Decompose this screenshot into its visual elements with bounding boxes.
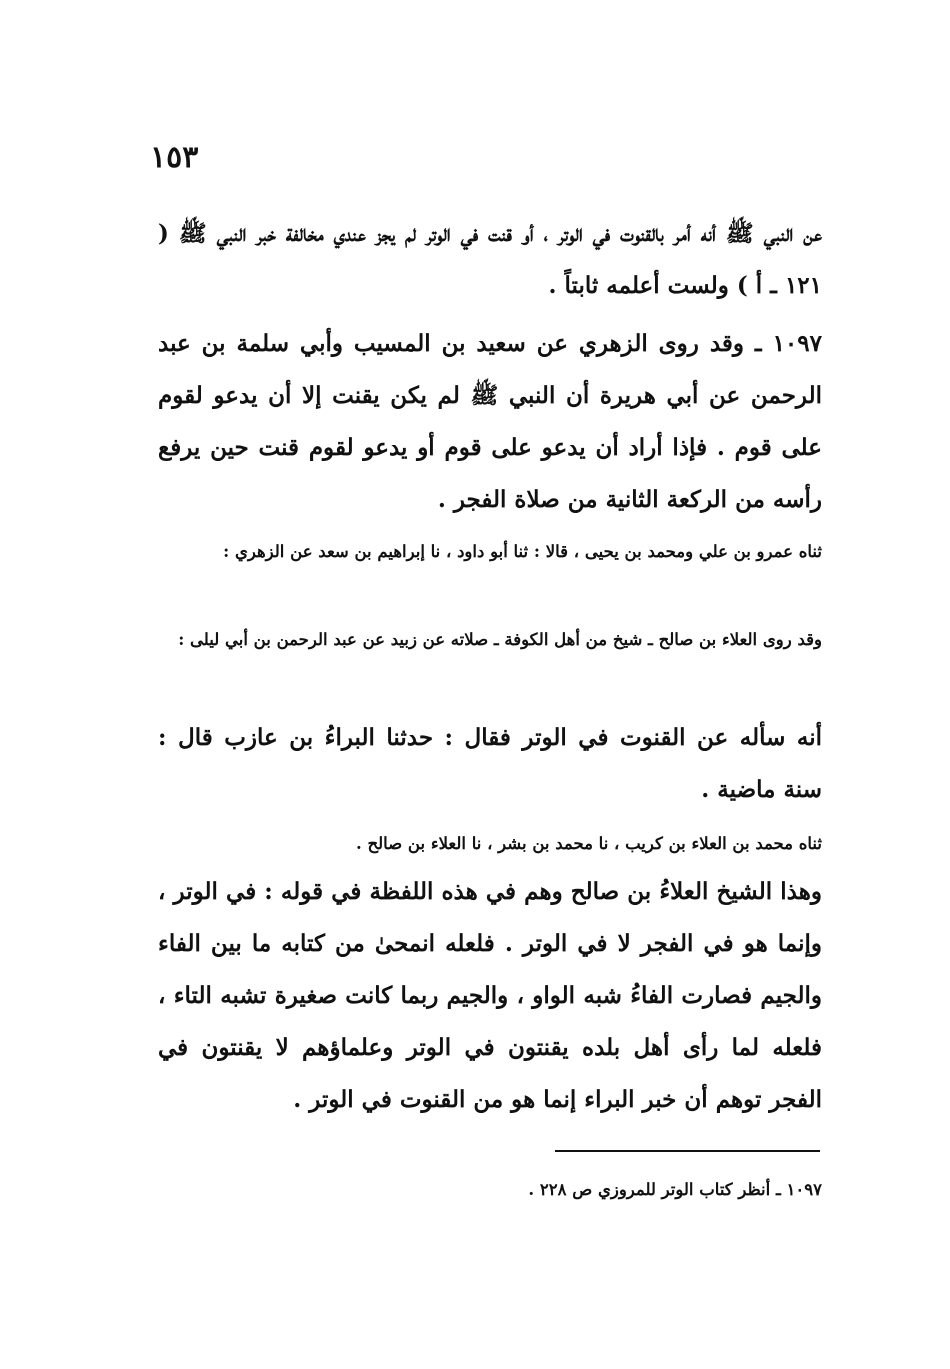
paragraph-bara-narration: أنه سأله عن القنوت في الوتر فقال : حدثنا البراءُ بن عازب قال : سنة ماضية . — [158, 724, 822, 803]
isnad-paragraph-1: ثناه عمرو بن علي ومحمد بن يحيى ، قالا : ثنا أبو داود ، نا إبراهيم بن سعد عن الزهري : — [223, 542, 822, 561]
paragraph-commentary: وهذا الشيخ العلاءُ بن صالح وهم في هذه اللفظة في قوله : في الوتر ، وإنما هو في الفجر لا في الوتر . فلعله انمحىٰ من كتابه ما بين الفاء والجيم فصارت الفاءُ شبه الواو ، والجيم ربما كانت صغيرة تشبه التاء ، فلعله لما رأى أهل بلده يقنتون في الوتر وعلماؤهم لا يقنتون في الفجر توهم أن خبر البراء إنما هو من القنوت في الوتر . — [158, 878, 822, 1113]
isnad-paragraph-3: ثناه محمد بن العلاء بن كريب ، نا محمد بن بشر ، نا العلاء بن صالح . — [355, 834, 822, 853]
paragraph-hadith-1097: ١٠٩٧ ـ وقد روى الزهري عن سعيد بن المسيب وأبي سلمة بن عبد الرحمن عن أبي هريرة أن النبي ﷺ لم يكن يقنت إلا أن يدعو لقوم على قوم . فإذا أراد أن يدعو على قوم أو يدعو لقوم قنت حين يرفع رأسه من الركعة الثانية من صلاة الفجر . — [158, 330, 822, 513]
footnote-divider — [555, 1150, 820, 1152]
page-number: ١٥٣ — [150, 140, 199, 175]
footnote: ١٠٩٧ ـ أنظر كتاب الوتر للمروزي ص ٢٢٨ . — [528, 1180, 822, 1199]
paragraph-1: عن النبي ﷺ أنه أمر بالقنوت في الوتر ، أو قنت في الوتر لم يجز عندي مخالفة خبر النبي ﷺ ( ١٢١ ـ أ ) ولست أعلمه ثابتاً . — [158, 220, 822, 299]
isnad-paragraph-2: وقد روى العلاء بن صالح ـ شيخ من أهل الكوفة ـ صلاته عن زبيد عن عبد الرحمن بن أبي ليلى : — [178, 630, 822, 649]
